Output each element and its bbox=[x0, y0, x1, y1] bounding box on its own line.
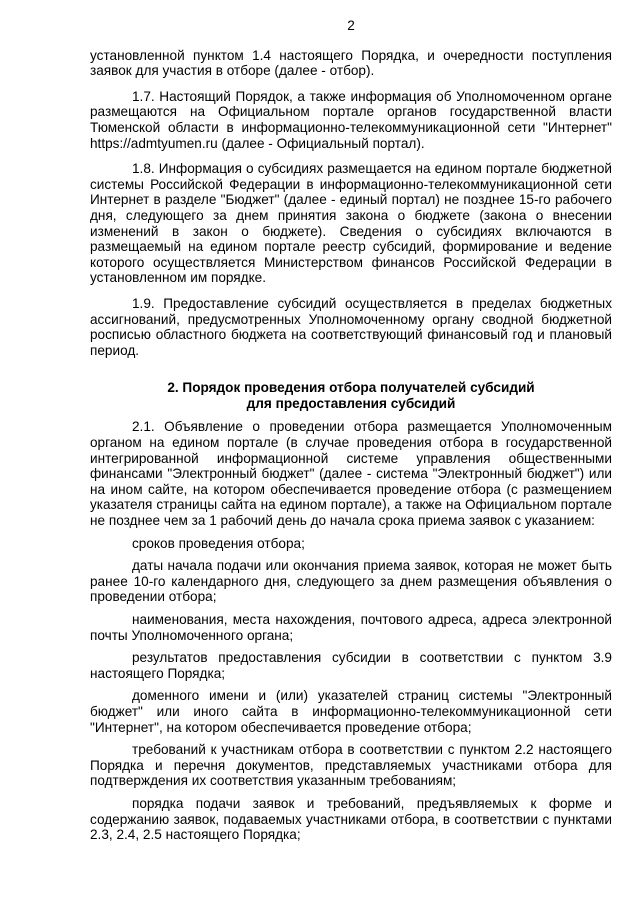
list-item-dates: даты начала подачи или окончания приема заявок, которая не может быть ранее 10-го календарного дня, следующего за днем размещения объявления о проведении отбора; bbox=[90, 558, 612, 605]
section-title-line-2: для предоставления субсидий bbox=[246, 395, 456, 411]
list-item-domain: доменного имени и (или) указателей страниц системы "Электронный бюджет" или иного сайта в информационно-телекоммуникационной сети "Интернет", на котором обеспечивается проведение отбора; bbox=[90, 688, 612, 735]
paragraph-2-1: 2.1. Объявление о проведении отбора размещается Уполномоченным органом на едином портале (в случае проведения отбора в государственной интегрированной информационной системе управления общественными финансами "Электронный бюджет" (далее - система "Электронный бюджет") или на ином сайте, на котором обеспечивается проведение отбора (с размещением указателя страницы сайта на едином портале), а также на Официальном портале не позднее чем за 1 рабочий день до начала срока приема заявок с указанием: bbox=[90, 419, 612, 529]
page-number: 2 bbox=[347, 18, 355, 33]
paragraph-1-9: 1.9. Предоставление субсидий осуществляется в пределах бюджетных ассигнований, предусмотренных Уполномоченному органу сводной бюджетной росписью областного бюджета на соответствующий финансовый год и плановый период. bbox=[90, 295, 612, 358]
list-item-requirements: требований к участникам отбора в соответствии с пунктом 2.2 настоящего Порядка и перечня документов, представляемых участниками отбора для подтверждения их соответствия указанным требованиям; bbox=[90, 742, 612, 789]
paragraph-continuation: установленной пунктом 1.4 настоящего Порядка, и очередности поступления заявок для участия в отборе (далее - отбор). bbox=[90, 47, 612, 79]
paragraph-1-8: 1.8. Информация о субсидиях размещается на едином портале бюджетной системы Российской Федерации в информационно-телекоммуникационной сети Интернет в разделе "Бюджет" (далее - единый портал) не позднее 15-го рабочего дня, следующего за днем принятия закона о бюджете (закона о внесении изменений в закон о бюджете). Сведения о субсидиях включаются в размещаемый на едином портале реестр субсидий, формирование и ведение которого осуществляется Министерством финансов Российской Федерации в установленном им порядке. bbox=[90, 161, 612, 286]
list-item-name-address: наименования, места нахождения, почтового адреса, адреса электронной почты Уполномоченного органа; bbox=[90, 612, 612, 643]
section-title-line-1: 2. Порядок проведения отбора получателей субсидий bbox=[167, 380, 535, 396]
section-title bbox=[90, 380, 612, 411]
list-item-results: результатов предоставления субсидии в соответствии с пунктом 3.9 настоящего Порядка; bbox=[90, 650, 612, 681]
paragraph-1-7: 1.7. Настоящий Порядок, а также информация об Уполномоченном органе размещаются на Официальном портале органов государственной власти Тюменской области в информационно-телекоммуникационной сети "Интернет" https://admtyumen.ru (далее - Официальный портал). bbox=[90, 88, 612, 151]
list-item-application-procedure: порядка подачи заявок и требований, предъявляемых к форме и содержанию заявок, подаваемых участниками отбора, в соответствии с пунктами 2.3, 2.4, 2.5 настоящего Порядка; bbox=[90, 795, 612, 843]
list-item-deadlines: сроков проведения отбора; bbox=[132, 535, 305, 551]
